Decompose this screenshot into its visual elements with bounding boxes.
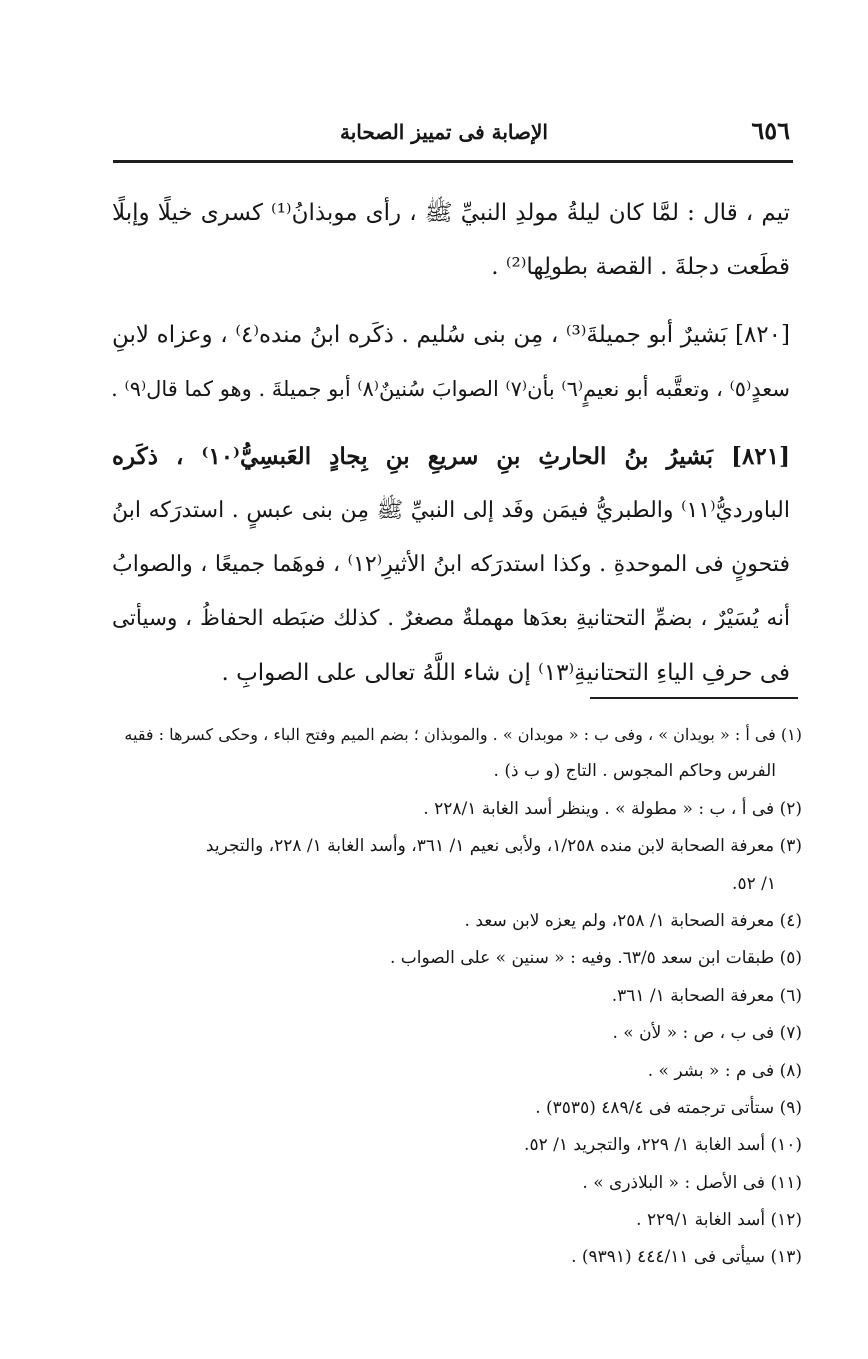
text-line: تيم ، قال : لمَّا كان ليلةُ مولدِ النبيِّ ﷺ ، رأى موبذانُ⁽¹⁾ كسرى خيلًا وإبلًا bbox=[112, 200, 790, 226]
footnote-8: (٨) فى م : « بشر » . bbox=[647, 1060, 802, 1081]
text-line: قطَعت دجلةَ . القصة بطولِها⁽²⁾ . bbox=[491, 254, 790, 280]
footnotes bbox=[112, 716, 802, 1277]
entry-820-line: [٨٢٠] بَشيرٌ أبو جميلةَ⁽³⁾ ، مِن بنى سُليم . ذكَره ابنُ منده⁽٤⁾ ، وعزاه لابنِ bbox=[112, 322, 790, 348]
footnote-7: (٧) فى ب ، ص : « لأن » . bbox=[612, 1023, 802, 1044]
paragraph-gap bbox=[112, 294, 790, 308]
footnote-2: (٢) فى أ ، ب : « مطولة » . وينظر أسد الغابة ٢٢٨/١ . bbox=[423, 798, 802, 819]
footnote-13: (١٣) سيأتى فى ٤٤٤/١١ (٩٣٩١) . bbox=[571, 1247, 802, 1268]
text-line: فتحونٍ فى الموحدةِ . وكذا استدرَكه ابنُ الأثيرِ⁽١٢⁾ ، فوهَما جميعًا ، والصوابُ bbox=[112, 552, 790, 577]
footnote-9: (٩) ستأتى ترجمته فى ٤٨٩/٤ (٣٥٣٥) . bbox=[535, 1097, 802, 1118]
footnote-1-continued: الفرس وحاكم المجوس . التاج (و ب ذ) . bbox=[493, 761, 776, 782]
text-line: فى حرفِ الياءِ التحتانيةِ⁽١٣⁾ إن شاء اللَّهُ تعالى على الصوابِ . bbox=[221, 660, 790, 686]
footnote-1: (١) فى أ : « بويدان » ، وفى ب : « موبدان » . والموبذان ؛ بضم الميم وفتح الباء ، وحكى كسرها : فقيه bbox=[124, 725, 802, 744]
footnote-3-continued: ١/ ٥٢. bbox=[732, 873, 776, 894]
footnote-separator bbox=[590, 697, 798, 699]
footnote-4: (٤) معرفة الصحابة ١/ ٢٥٨، ولم يعزه لابن سعد . bbox=[464, 910, 802, 931]
footnote-12: (١٢) أسد الغابة ٢٢٩/١ . bbox=[636, 1210, 802, 1231]
footnote-10: (١٠) أسد الغابة ١/ ٢٢٩، والتجريد ١/ ٥٢. bbox=[524, 1135, 802, 1156]
main-text bbox=[112, 186, 790, 700]
footnote-3: (٣) معرفة الصحابة لابن منده ١/٢٥٨، ولأبى نعيم ١/ ٣٦١، وأسد الغابة ١/ ٢٢٨، والتجريد bbox=[205, 836, 802, 857]
text-line: أنه يُسَيْرٌ ، بضمِّ التحتانيةِ بعدَها مهملةٌ مصغرٌ . كذلك ضبَطه الحفاظُ ، وسيأتى bbox=[112, 606, 790, 631]
entry-821-line: [٨٢١] بَشيرُ بنُ الحارثِ بنِ سريعِ بنِ بِجادٍ العَبسِيُّ⁽١٠⁾ ، ذكَره bbox=[112, 443, 790, 470]
page-number: ٦٥٦ bbox=[751, 116, 790, 145]
paragraph-gap bbox=[112, 416, 790, 430]
header-rule bbox=[113, 160, 793, 163]
footnote-11: (١١) فى الأصل : « البلاذرى » . bbox=[582, 1172, 802, 1193]
text-line: الباورديُّ⁽١١⁾ والطبريُّ فيمَن وفَد إلى النبيِّ ﷺ مِن بنى عبسٍ . استدرَكه ابنُ bbox=[112, 498, 790, 523]
footnote-5: (٥) طبقات ابن سعد ٦٣/٥. وفيه : « سنين » على الصواب . bbox=[389, 948, 802, 969]
footnote-6: (٦) معرفة الصحابة ١/ ٣٦١. bbox=[611, 985, 802, 1006]
text-line: سعدٍ⁽٥⁾ ، وتعقَّبه أبو نعيمٍ⁽٦⁾ بأن⁽٧⁾ الصوابَ سُنينٌ⁽٨⁾ أبو جميلةَ . وهو كما قال⁽٩⁾ . bbox=[111, 377, 790, 401]
running-title: الإصابة فى تمييز الصحابة bbox=[340, 120, 548, 144]
